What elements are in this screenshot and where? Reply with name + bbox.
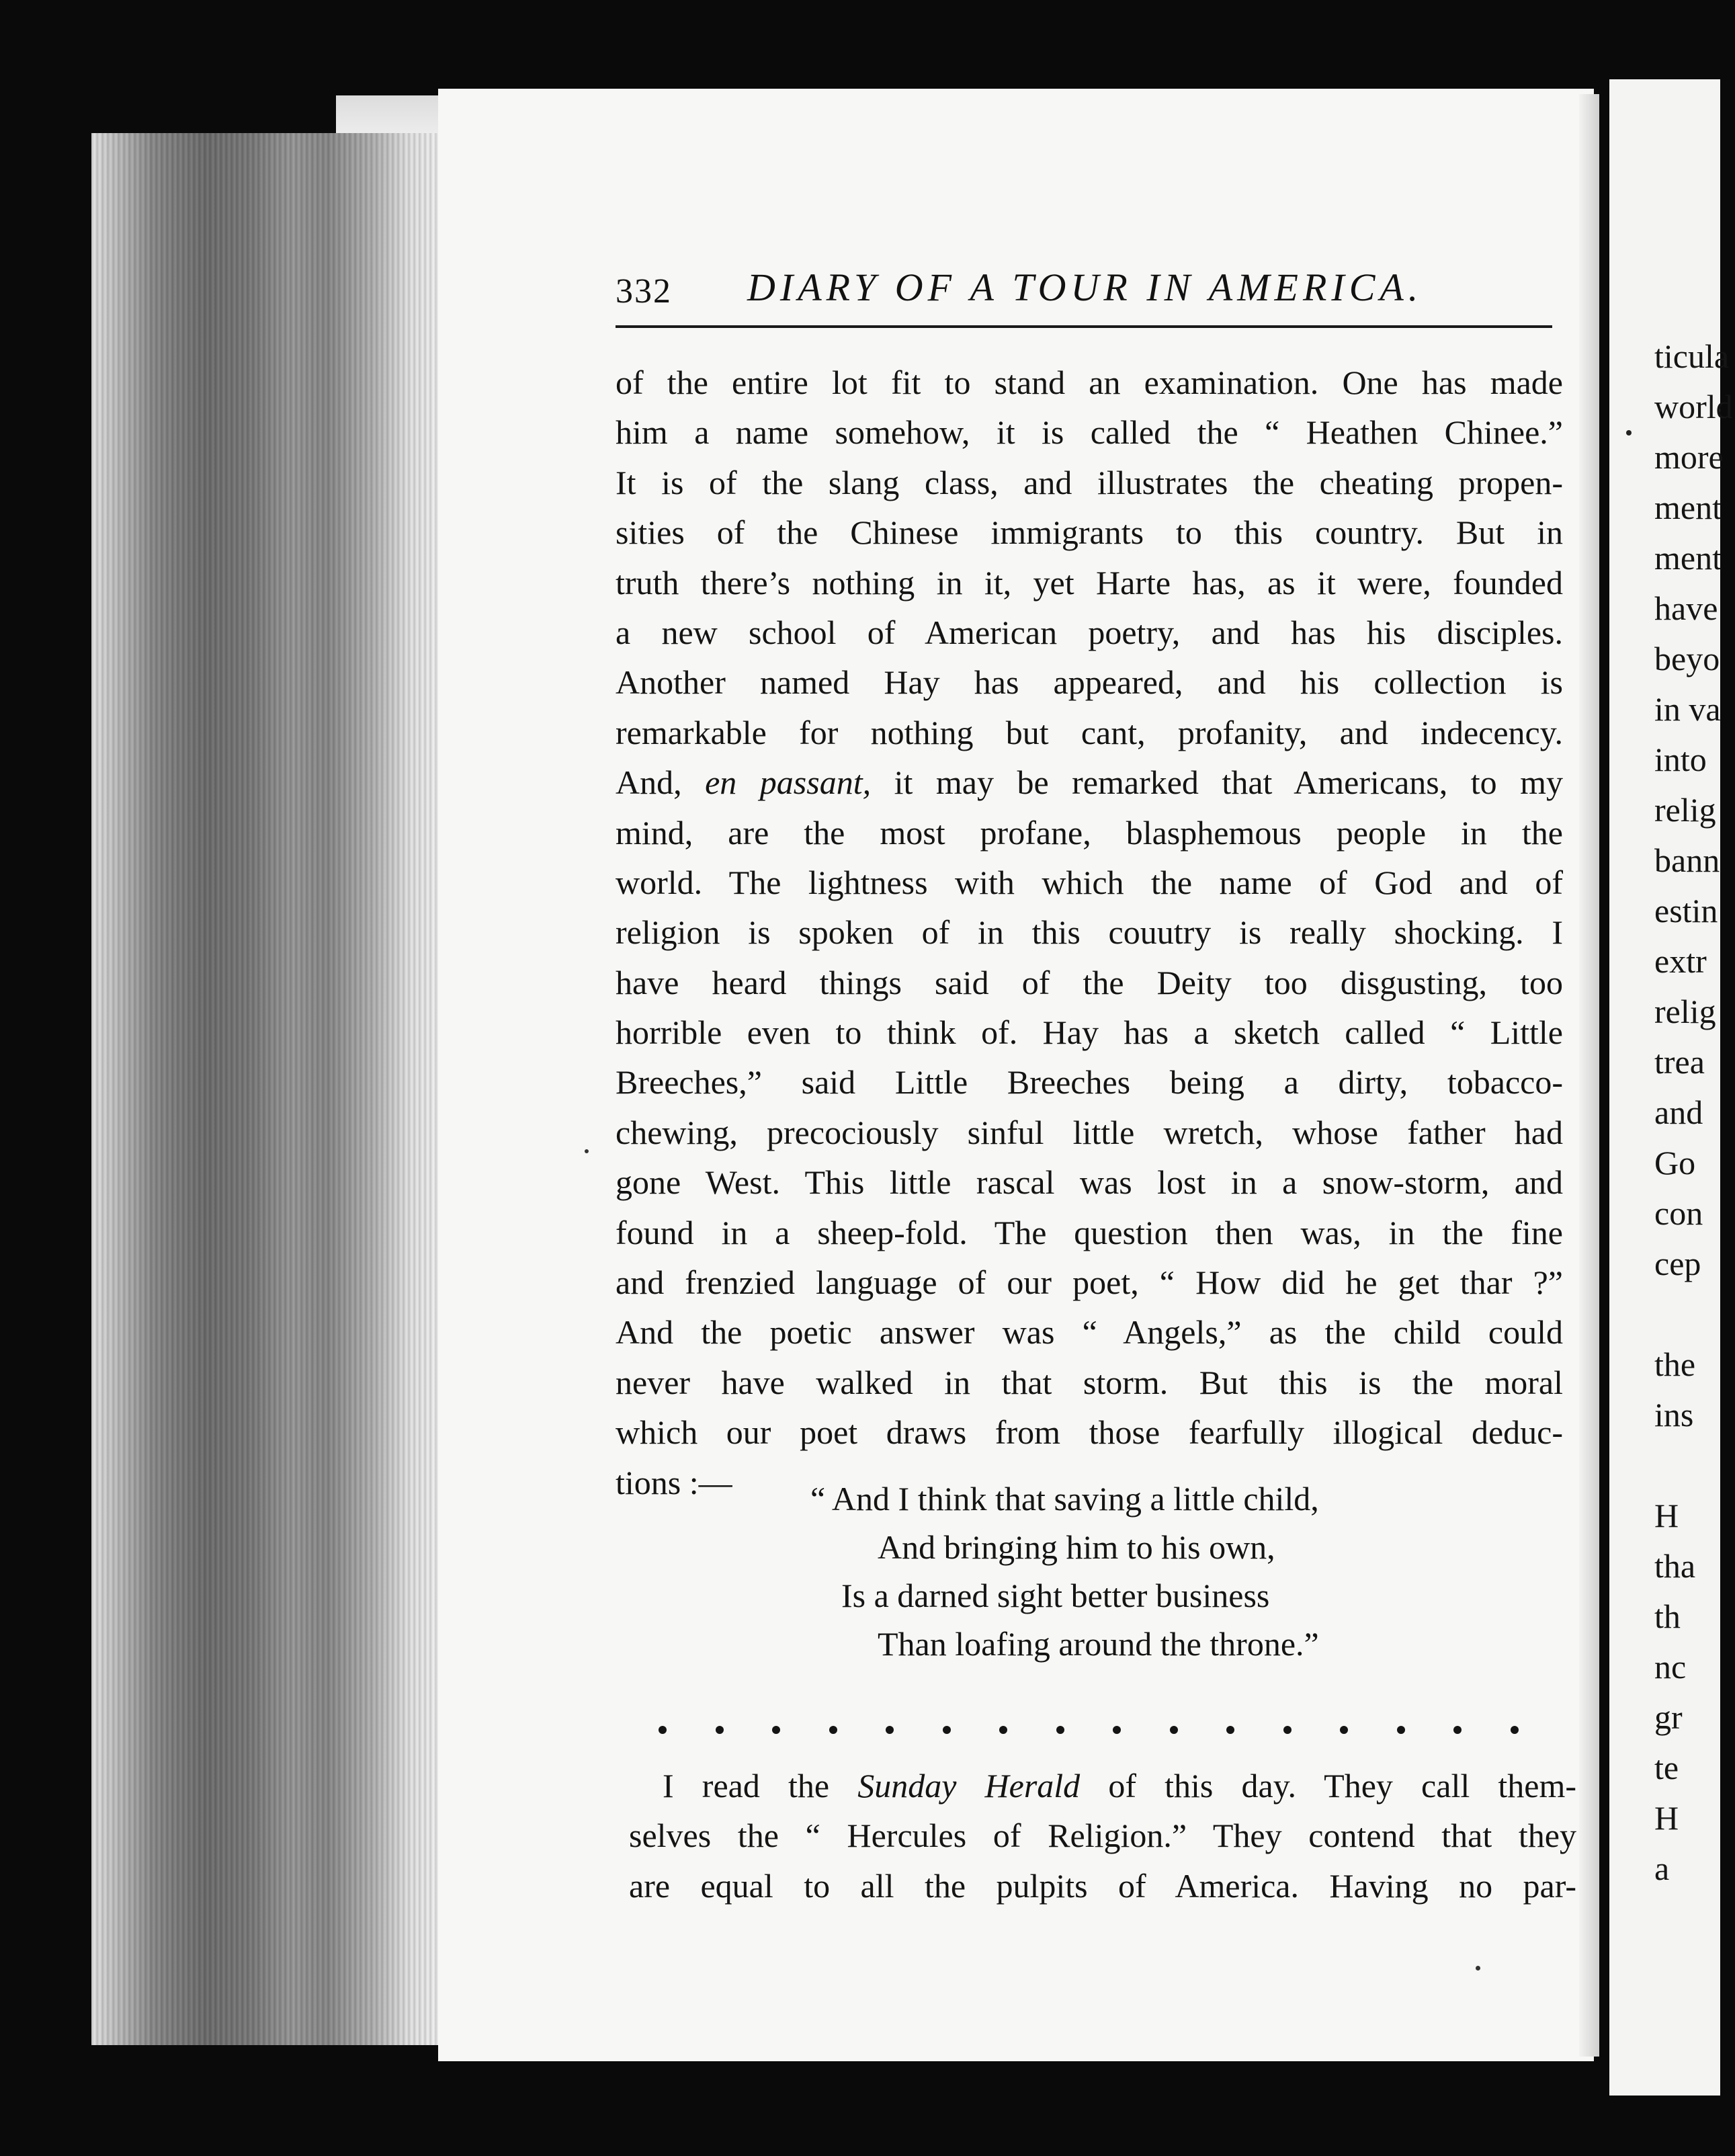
ellipsis-dot	[1511, 1726, 1519, 1734]
text-line: sities of the Chinese immigrants to this country. But in	[616, 513, 1563, 552]
scan-speck	[1476, 1966, 1480, 1971]
facing-page-fragment: the	[1654, 1345, 1696, 1383]
ellipsis-dot	[1397, 1726, 1405, 1734]
text-line: Breeches,” said Little Breeches being a dirty, tobacco-	[616, 1063, 1563, 1102]
text-line: chewing, precociously sinful little wretch, whose father had	[616, 1113, 1563, 1151]
second-paragraph	[629, 1761, 1576, 1911]
text-line	[629, 1761, 1576, 1811]
text-line: gone West. This little rascal was lost in a snow-storm, and	[616, 1163, 1563, 1202]
text-line: world. The lightness with which the name of God and of	[616, 863, 1563, 901]
ellipsis-dot	[716, 1726, 724, 1734]
facing-page-fragment: te	[1654, 1749, 1679, 1786]
facing-page-fragment: estin	[1654, 892, 1718, 929]
text-line: truth there’s nothing in it, yet Harte has, as it were, founded	[616, 563, 1563, 602]
text-line: Another named Hay has appeared, and his collection is	[616, 663, 1563, 702]
facing-page	[1609, 79, 1720, 2096]
text-line: religion is spoken of in this couutry is really shocking. I	[616, 913, 1563, 952]
text-line: are equal to all the pulpits of America. Having no par-	[629, 1866, 1576, 1905]
ellipsis-dot	[1453, 1726, 1462, 1734]
ellipsis-dot	[999, 1726, 1007, 1734]
body-paragraph	[616, 358, 1564, 1663]
ellipsis-separator	[659, 1726, 1519, 1746]
facing-page-fragment: ticula	[1654, 337, 1730, 375]
ellipsis-dot	[1226, 1726, 1234, 1734]
facing-page-fragment: bann	[1654, 841, 1720, 879]
text-line-en-passant	[616, 757, 1563, 807]
ellipsis-dot	[943, 1726, 951, 1734]
facing-page-fragment: in va	[1654, 690, 1721, 728]
page-gutter-shadow	[1579, 94, 1599, 2057]
text-segment: And,	[616, 763, 682, 802]
text-line: tions :—	[616, 1463, 732, 1501]
facing-page-fragment: con	[1654, 1194, 1703, 1232]
ellipsis-dot	[1056, 1726, 1064, 1734]
text-line: remarkable for nothing but cant, profanity, and indecency.	[616, 713, 1563, 751]
ellipsis-dot	[772, 1726, 780, 1734]
ellipsis-dot	[886, 1726, 894, 1734]
text-line: selves the “ Hercules of Religion.” They contend that they	[629, 1817, 1576, 1855]
text-segment: it may be remarked that Americans, to my	[894, 763, 1564, 802]
text-line: It is of the slang class, and illustrates the cheating propen-	[616, 463, 1563, 501]
running-title: DIARY OF A TOUR IN AMERICA.	[747, 265, 1423, 309]
ellipsis-dot	[1170, 1726, 1178, 1734]
facing-page-fragment: th	[1654, 1598, 1681, 1635]
facing-page-fragment: Go	[1654, 1144, 1696, 1181]
facing-page-fragment: beyo	[1654, 640, 1720, 677]
scan-speck	[1626, 430, 1632, 436]
ellipsis-dot	[1113, 1726, 1121, 1734]
facing-page-fragment: relig	[1654, 993, 1716, 1030]
ellipsis-dot	[1283, 1726, 1292, 1734]
text-line: and frenzied language of our poet, “ How did he get thar ?”	[616, 1263, 1563, 1302]
text-line: which our poet draws from those fearfully illogical deduc-	[616, 1413, 1563, 1452]
facing-page-fragment: cep	[1654, 1245, 1701, 1282]
ellipsis-dot	[659, 1726, 667, 1734]
facing-page-fragment: H	[1654, 1799, 1679, 1837]
facing-page-fragment: H	[1654, 1497, 1679, 1534]
text-line: mind, are the most profane, blasphemous people in the	[616, 813, 1563, 852]
book-page-edges	[91, 133, 441, 2045]
facing-page-fragment: more	[1654, 438, 1724, 476]
text-line: of the entire lot fit to stand an examination. One has made	[616, 364, 1563, 401]
facing-page-fragment: nc	[1654, 1648, 1687, 1686]
poem-line: Is a darned sight better business	[841, 1577, 1270, 1614]
facing-page-fragment: and	[1654, 1093, 1703, 1131]
facing-page-fragment: world	[1654, 388, 1733, 425]
poem-line: Than loafing around the throne.”	[878, 1625, 1319, 1663]
facing-page-fragment: ment	[1654, 489, 1722, 526]
facing-page-fragment: extr	[1654, 942, 1707, 980]
facing-page-fragment: a	[1654, 1850, 1670, 1887]
page-number: 332	[616, 272, 672, 310]
text-segment: of this day. They call them-	[1108, 1767, 1576, 1805]
text-segment: I read the	[663, 1767, 830, 1805]
italic-phrase: en passant,	[705, 763, 872, 802]
text-line: horrible even to think of. Hay has a sketch called “ Little	[616, 1013, 1563, 1052]
facing-page-fragment: ins	[1654, 1396, 1694, 1434]
ellipsis-dot	[829, 1726, 837, 1734]
facing-page-fragment: gr	[1654, 1698, 1683, 1736]
text-line: have heard things said of the Deity too disgusting, too	[616, 963, 1563, 1001]
text-line: found in a sheep-fold. The question then was, in the fine	[616, 1213, 1563, 1251]
head-rule	[616, 325, 1552, 328]
poem-line: “ And I think that saving a little child,	[810, 1480, 1319, 1518]
facing-page-fragment: relig	[1654, 791, 1716, 829]
running-head	[616, 265, 1556, 319]
text-line: And the poetic answer was “ Angels,” as the child could	[616, 1313, 1563, 1352]
text-line: never have walked in that storm. But this is the moral	[616, 1363, 1563, 1401]
text-line: him a name somehow, it is called the “ Heathen Chinee.”	[616, 413, 1563, 452]
facing-page-fragment: into	[1654, 741, 1707, 778]
poem-line: And bringing him to his own,	[878, 1528, 1275, 1566]
facing-page-fragment: trea	[1654, 1043, 1705, 1081]
ellipsis-dot	[1340, 1726, 1348, 1734]
text-line: a new school of American poetry, and has his disciples.	[616, 613, 1563, 651]
facing-page-fragment: have	[1654, 589, 1718, 627]
facing-page-fragment: ment	[1654, 539, 1722, 577]
scan-speck	[585, 1149, 589, 1153]
facing-page-fragment: tha	[1654, 1547, 1696, 1585]
italic-title: Sunday Herald	[857, 1767, 1081, 1805]
